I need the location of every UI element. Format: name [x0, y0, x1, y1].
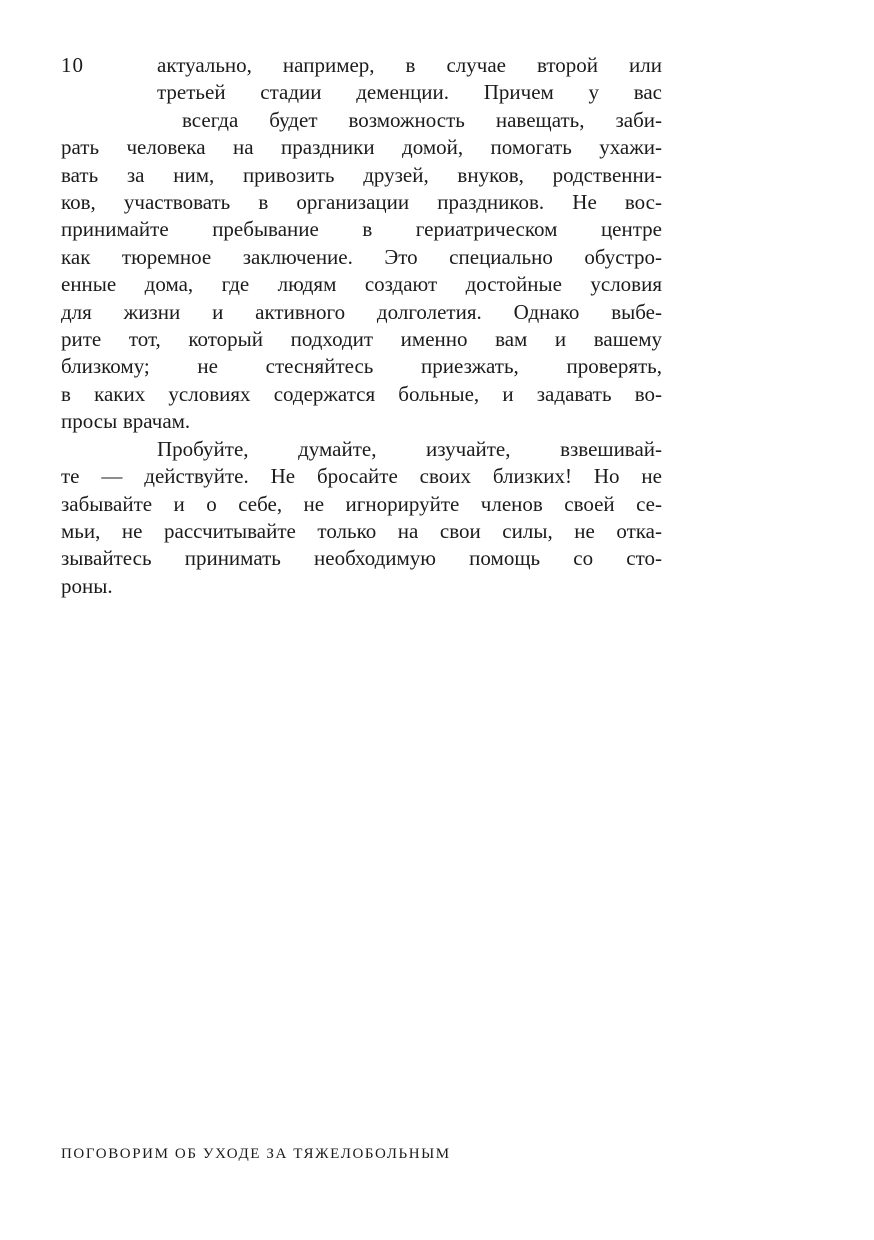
text-line: третьей стадии деменции. Причем у вас	[157, 80, 662, 105]
text-line: Пробуйте, думайте, изучайте, взвешивай-	[157, 436, 662, 461]
running-footer: ПОГОВОРИМ ОБ УХОДЕ ЗА ТЯЖЕЛОБОЛЬНЫМ	[61, 1146, 451, 1162]
text-line: вать за ним, привозить друзей, внуков, родственни-	[61, 162, 662, 187]
text-line: просы врачам.	[61, 409, 191, 434]
text-line: те — действуйте. Не бросайте своих близких! Но не	[61, 464, 662, 489]
text-line: роны.	[61, 573, 113, 598]
text-line: как тюремное заключение. Это специально обустро-	[61, 244, 662, 269]
text-line: актуально, например, в случае второй или	[157, 53, 662, 77]
text-line: в каких условиях содержатся больные, и задавать во-	[61, 381, 662, 406]
text-line: енные дома, где людям создают достойные условия	[61, 272, 662, 297]
text-line: рать человека на праздники домой, помогать ухажи-	[61, 135, 662, 160]
text-line: мьи, не рассчитывайте только на свои силы, не отка-	[61, 518, 662, 543]
text-line: зывайтесь принимать необходимую помощь со сто-	[61, 546, 662, 571]
text-line: рите тот, который подходит именно вам и вашему	[61, 327, 662, 352]
page-number: 10	[61, 53, 84, 77]
text-block	[61, 52, 662, 600]
text-line: всегда будет возможность навещать, заби-	[182, 107, 662, 132]
text-line: забывайте и о себе, не игнорируйте членов своей се-	[61, 491, 662, 516]
text-line: для жизни и активного долголетия. Однако выбе-	[61, 299, 662, 324]
text-line: принимайте пребывание в гериатрическом центре	[61, 217, 662, 242]
text-line: близкому; не стесняйтесь приезжать, проверять,	[61, 354, 662, 379]
text-line: ков, участвовать в организации праздников. Не вос-	[61, 190, 662, 215]
